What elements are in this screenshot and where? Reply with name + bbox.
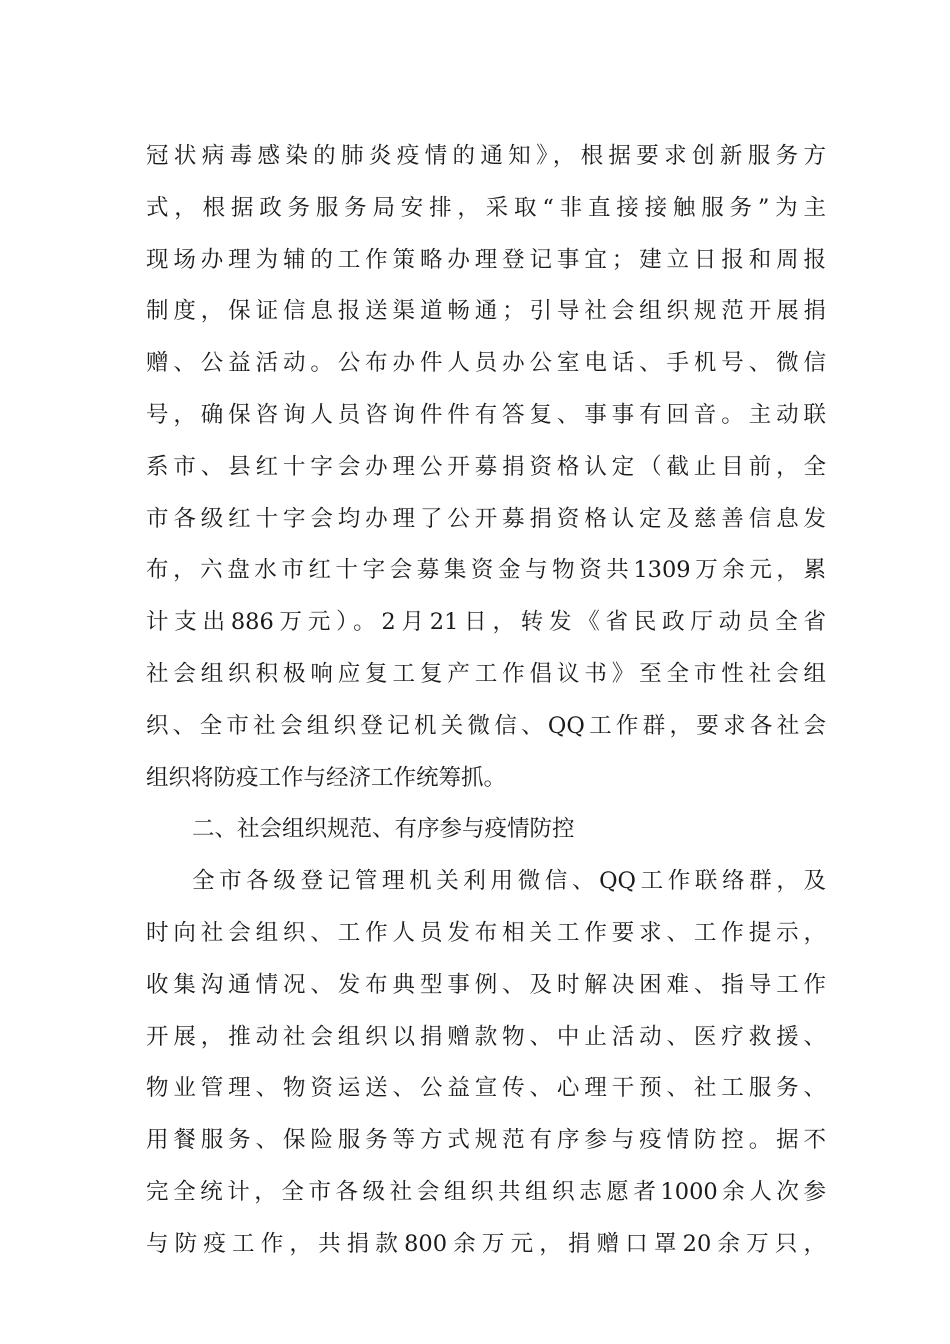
- text-line: 号，确保咨询人员咨询件件有答复、事事有回音。主动联: [146, 401, 826, 428]
- text-line: 布，六盘水市红十字会募集资金与物资共1309万余元，累: [146, 557, 826, 584]
- text-line: 组织将防疫工作与经济工作统筹抓。: [146, 764, 507, 791]
- text-line: 冠状病毒感染的肺炎疫情的通知》，根据要求创新服务方: [146, 143, 826, 169]
- text-line: 开展，推动社会组织以捐赠款物、中止活动、医疗救援、: [146, 1023, 826, 1050]
- text-line: 用餐服务、保险服务等方式规范有序参与疫情防控。据不: [146, 1127, 826, 1154]
- text-line: 社会组织积极响应复工复产工作倡议书》至全市性社会组: [146, 660, 826, 687]
- text-line: 计支出886万元）。2月21日，转发《省民政厅动员全省: [146, 609, 826, 636]
- text-line: 织、全市社会组织登记机关微信、QQ工作群，要求各社会: [146, 712, 826, 739]
- text-line: 式，根据政务服务局安排，采取“非直接接触服务”为主: [146, 194, 826, 221]
- text-line: 时向社会组织、工作人员发布相关工作要求、工作提示，: [146, 919, 826, 946]
- document-body: [146, 131, 826, 1271]
- text-line: 赠、公益活动。公布办件人员办公室电话、手机号、微信: [146, 350, 826, 377]
- text-line: 与防疫工作，共捐款800余万元，捐赠口罩20余万只，: [146, 1230, 826, 1257]
- text-line: 现场办理为辅的工作策略办理登记事宜；建立日报和周报: [146, 246, 826, 273]
- section-heading: 二、社会组织规范、有序参与疫情防控: [192, 816, 575, 843]
- text-line: 收集沟通情况、发布典型事例、及时解决困难、指导工作: [146, 971, 826, 998]
- text-line: 市各级红十字会均办理了公开募捐资格认定及慈善信息发: [146, 505, 826, 532]
- text-line: 制度，保证信息报送渠道畅通；引导社会组织规范开展捐: [146, 298, 826, 325]
- text-line: 完全统计，全市各级社会组织共组织志愿者1000余人次参: [146, 1178, 826, 1205]
- text-line: 全市各级登记管理机关利用微信、QQ工作联络群，及: [192, 868, 826, 895]
- text-line: 系市、县红十字会办理公开募捐资格认定（截止目前，全: [146, 453, 826, 480]
- text-line: 物业管理、物资运送、公益宣传、心理干预、社工服务、: [146, 1075, 826, 1102]
